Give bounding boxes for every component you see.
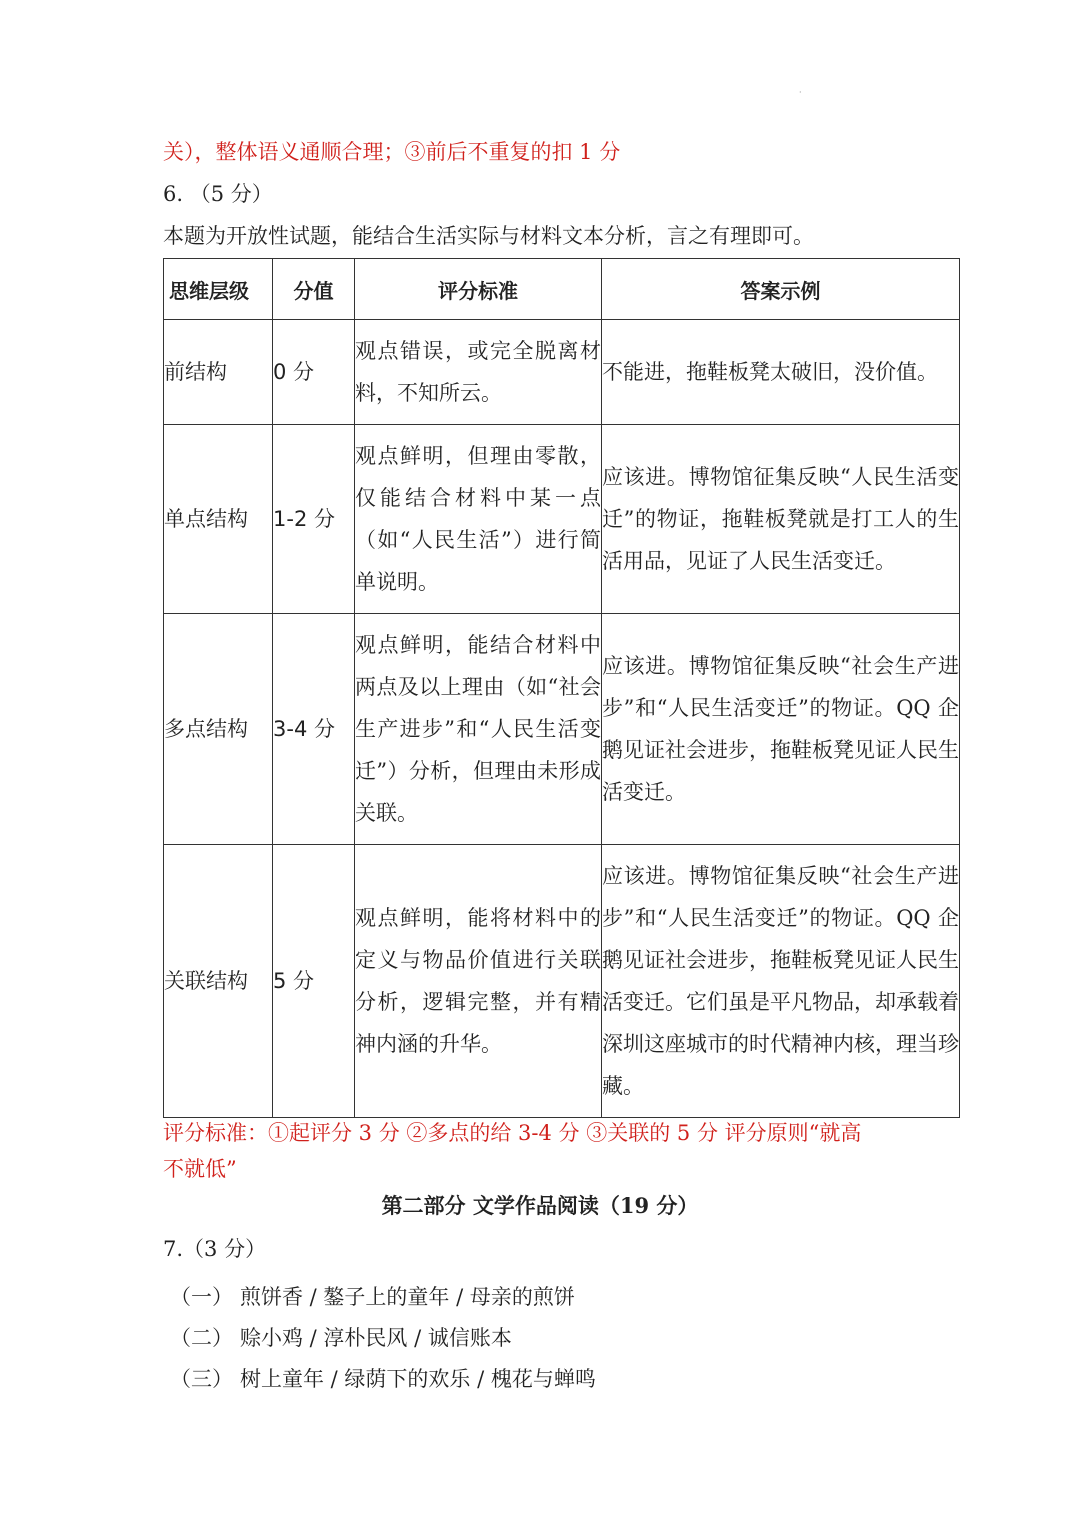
scoring-note-line-2: 不就低”	[163, 1157, 237, 1181]
row-points: 5 分	[273, 845, 355, 1118]
row-criteria: 观点鲜明，但理由零散，仅能结合材料中某一点（如“人民生活”）进行简单说明。	[355, 425, 602, 614]
header-points: 分值	[273, 259, 355, 320]
table-row	[164, 320, 960, 425]
header-criteria: 评分标准	[355, 259, 602, 320]
item-text: 煎饼香 / 鏊子上的童年 / 母亲的煎饼	[240, 1285, 575, 1309]
table-row	[164, 845, 960, 1118]
item-text: 树上童年 / 绿荫下的欢乐 / 槐花与蝉鸣	[240, 1367, 596, 1391]
item-text: 赊小鸡 / 淳朴民风 / 诚信账本	[240, 1326, 512, 1350]
row-criteria: 观点鲜明，能将材料中的定义与物品价值进行关联分析，逻辑完整，并有精神内涵的升华。	[355, 845, 602, 1118]
row-criteria: 观点鲜明，能结合材料中两点及以上理由（如“社会生产进步”和“人民生活变迁”）分析，但理由未形成关联。	[355, 614, 602, 845]
row-points: 0 分	[273, 320, 355, 425]
table-header-row	[164, 259, 960, 320]
q7-heading: 7.（3 分）	[163, 1237, 267, 1261]
previous-answer-tail: 关），整体语义通顺合理；③前后不重复的扣 1 分	[163, 140, 621, 164]
list-item	[170, 1323, 512, 1353]
item-number: （三）	[170, 1367, 233, 1391]
scoring-table	[163, 258, 960, 1118]
item-number: （二）	[170, 1326, 233, 1350]
row-example: 应该进。博物馆征集反映“人民生活变迁”的物证，拖鞋板凳就是打工人的生活用品，见证了人民生活变迁。	[602, 425, 960, 614]
row-example: 应该进。博物馆征集反映“社会生产进步”和“人民生活变迁”的物证。QQ 企鹅见证社会进步，拖鞋板凳见证人民生活变迁。它们虽是平凡物品，却承载着深圳这座城市的时代精神内核，理当珍藏。	[602, 845, 960, 1118]
row-points: 1-2 分	[273, 425, 355, 614]
row-level: 关联结构	[164, 845, 273, 1118]
row-criteria: 观点错误，或完全脱离材料，不知所云。	[355, 320, 602, 425]
row-example: 应该进。博物馆征集反映“社会生产进步”和“人民生活变迁”的物证。QQ 企鹅见证社会进步，拖鞋板凳见证人民生活变迁。	[602, 614, 960, 845]
q6-heading: 6. （5 分）	[163, 182, 273, 206]
header-example: 答案示例	[602, 259, 960, 320]
scoring-note-line-1: 评分标准：①起评分 3 分 ②多点的给 3-4 分 ③关联的 5 分 评分原则“就高	[163, 1121, 862, 1145]
table-row	[164, 425, 960, 614]
row-level: 多点结构	[164, 614, 273, 845]
row-points: 3-4 分	[273, 614, 355, 845]
scan-mark: ·	[799, 88, 802, 97]
list-item	[170, 1364, 596, 1394]
row-level: 单点结构	[164, 425, 273, 614]
part-two-title: 第二部分 文学作品阅读（19 分）	[381, 1193, 699, 1218]
q6-intro: 本题为开放性试题，能结合生活实际与材料文本分析，言之有理即可。	[163, 224, 814, 248]
list-item	[170, 1282, 575, 1312]
table-row	[164, 614, 960, 845]
item-number: （一）	[170, 1285, 233, 1309]
header-level: 思维层级	[164, 259, 273, 320]
row-level: 前结构	[164, 320, 273, 425]
row-example: 不能进，拖鞋板凳太破旧，没价值。	[602, 320, 960, 425]
